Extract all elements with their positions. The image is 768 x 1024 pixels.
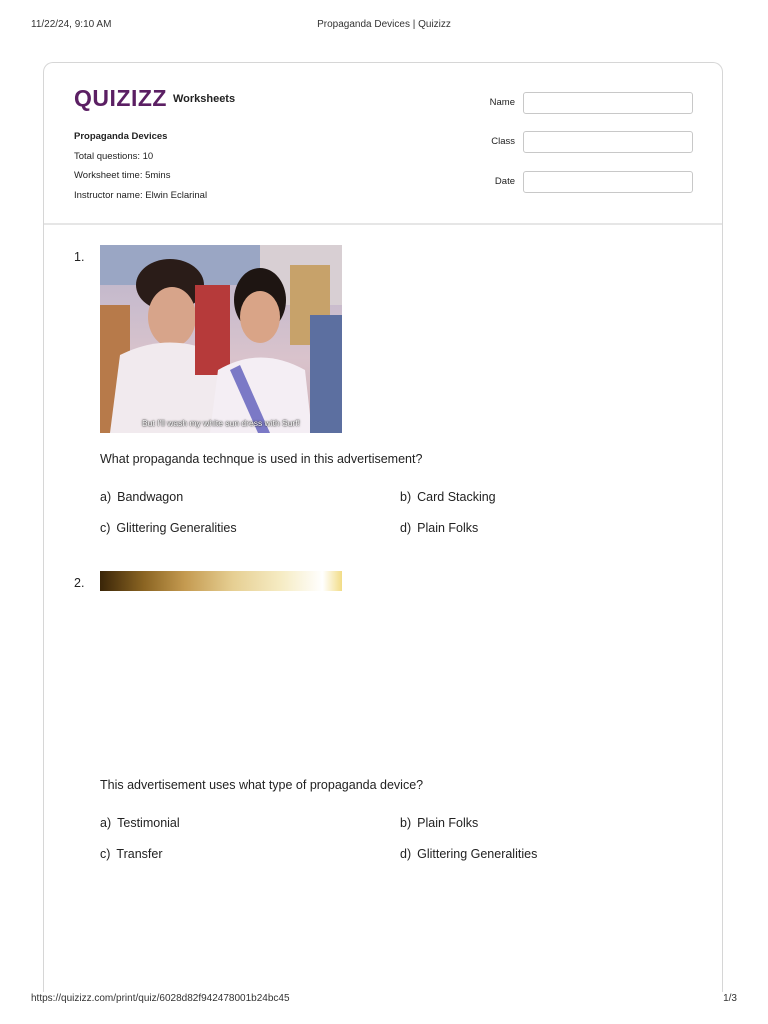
date-field[interactable] [523, 171, 693, 193]
name-row [464, 92, 694, 116]
class-field[interactable] [523, 131, 693, 153]
print-datetime: 11/22/24, 9:10 AM [31, 19, 112, 30]
total-questions: Total questions: 10 [74, 150, 154, 162]
option-b [400, 816, 478, 830]
option-c [100, 847, 163, 861]
class-row [464, 131, 694, 155]
option-text: Bandwagon [117, 490, 184, 504]
option-letter: a) [100, 490, 112, 504]
worksheet-header [44, 63, 722, 225]
question-image [100, 245, 342, 433]
quizizz-logo: QUIZIZZ [74, 84, 167, 111]
logo-subtitle: Worksheets [172, 93, 236, 105]
brand [74, 85, 235, 111]
question-number: 2. [74, 576, 85, 590]
option-letter: a) [100, 816, 112, 830]
option-text: Card Stacking [417, 490, 496, 504]
option-a [100, 816, 180, 830]
print-url: https://quizizz.com/print/quiz/6028d82f942478001b24bc45 [31, 993, 290, 1004]
instructor-name: Instructor name: Elwin Eclarinal [74, 189, 208, 201]
option-letter: d) [400, 847, 412, 861]
option-b [400, 490, 496, 504]
worksheet-time: Worksheet time: 5mins [74, 170, 171, 181]
option-text: Plain Folks [417, 816, 479, 830]
option-letter: c) [100, 847, 111, 861]
quiz-title: Propaganda Devices [74, 131, 168, 142]
option-d [400, 521, 478, 535]
option-letter: b) [400, 490, 412, 504]
option-text: Transfer [116, 847, 163, 861]
option-letter: d) [400, 521, 412, 535]
print-page-title: Propaganda Devices | Quizizz [317, 19, 451, 30]
option-a [100, 490, 183, 504]
name-label: Name [489, 97, 515, 108]
name-field[interactable] [523, 92, 693, 114]
option-text: Glittering Generalities [116, 521, 237, 535]
option-letter: c) [100, 521, 111, 535]
worksheet [43, 62, 723, 992]
option-text: Testimonial [117, 816, 180, 830]
question-text: This advertisement uses what type of propaganda device? [100, 778, 424, 792]
option-text: Plain Folks [417, 521, 479, 535]
date-label: Date [494, 176, 515, 187]
question-image [100, 571, 342, 591]
option-d [400, 847, 537, 861]
image-caption: But I'll wash my white sun dress with Surf! [142, 418, 300, 428]
class-label: Class [491, 136, 515, 147]
question-text: What propaganda technque is used in this advertisement? [100, 452, 423, 466]
option-letter: b) [400, 816, 412, 830]
option-c [100, 521, 237, 535]
option-text: Glittering Generalities [417, 847, 538, 861]
date-row [464, 171, 694, 195]
advertisement-photo-icon [100, 245, 342, 433]
question-number: 1. [74, 250, 85, 264]
worksheet-meta [74, 127, 207, 205]
print-page-number: 1/3 [723, 993, 737, 1004]
